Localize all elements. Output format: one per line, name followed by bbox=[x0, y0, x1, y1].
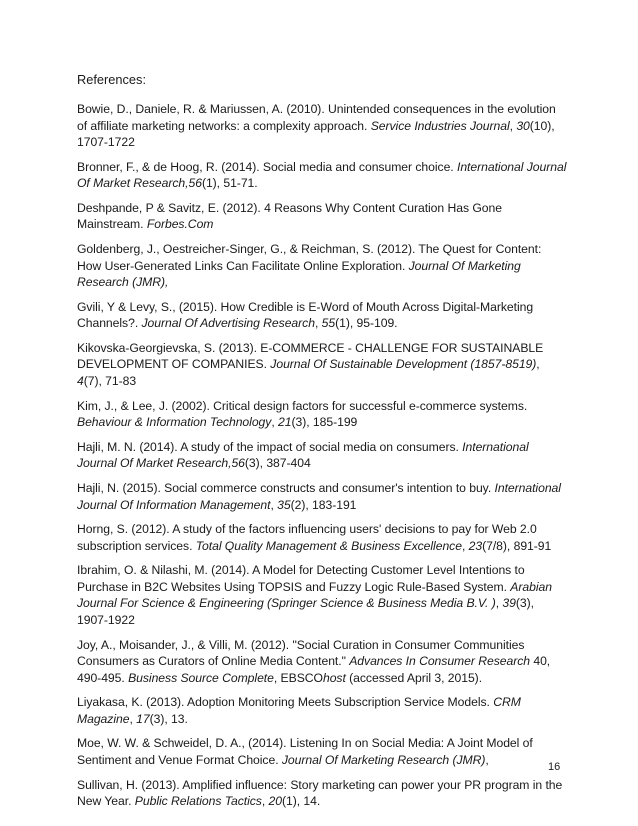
reference-entry: Kim, J., & Lee, J. (2002). Critical design factors for successful e-commerce systems. Behaviour & Information Technology, 21(3), 185-199 bbox=[77, 398, 528, 430]
reference-entry: Deshpande, P & Savitz, E. (2012). 4 Reasons Why Content Curation Has Gone Mainstream. Forbes.Com bbox=[77, 200, 502, 232]
reference-entry: Sullivan, H. (2013). Amplified influence: Story marketing can power your PR program in the New Year. Public Relations Tactics, 20(1), 14. bbox=[77, 777, 563, 809]
references-heading: References: bbox=[77, 72, 146, 87]
reference-entry: Kikovska-Georgievska, S. (2013). E-COMMERCE - CHALLENGE FOR SUSTAINABLE DEVELOPMENT OF COMPANIES. Journal Of Sustainable Development (1857-8519), 4(7), 71-83 bbox=[77, 340, 544, 388]
reference-list bbox=[77, 101, 567, 818]
reference-entry: Liyakasa, K. (2013). Adoption Monitoring Meets Subscription Service Models. CRM Magazine, 17(3), 13. bbox=[77, 695, 521, 726]
reference-entry: Bowie, D., Daniele, R. & Mariussen, A. (2010). Unintended consequences in the evolution of affiliate marketing networks: a complexity approach. Service Industries Journal, 30(10), 1707-1722 bbox=[77, 102, 556, 149]
reference-entry: Joy, A., Moisander, J., & Villi, M. (2012). "Social Curation in Consumer Communities Consumers as Curators of Online Media Content." Advances In Consumer Research 40, 490-495. Business Source Complete, EBSCOhost (accessed April 3, 2015). bbox=[77, 637, 551, 685]
reference-entry: Hajli, N. (2015). Social commerce constructs and consumer's intention to buy. International Journal Of Information Management, 35(2), 183-191 bbox=[77, 481, 561, 512]
reference-entry: Bronner, F., & de Hoog, R. (2014). Social media and consumer choice. International Journal Of Market Research,56(1), 51-71. bbox=[77, 159, 567, 191]
reference-entry: Goldenberg, J., Oestreicher-Singer, G., & Reichman, S. (2012). The Quest for Content: How User-Generated Links Can Facilitate Online Exploration. Journal Of Marketing Research (JMR), bbox=[77, 242, 542, 290]
reference-entry: Hajli, M. N. (2014). A study of the impact of social media on consumers. International Journal Of Market Research,56(3), 387-404 bbox=[77, 439, 529, 471]
reference-entry: Gvili, Y & Levy, S., (2015). How Credible is E-Word of Mouth Across Digital-Marketing Channels?. Journal Of Advertising Research, 55(1), 95-109. bbox=[77, 299, 534, 331]
page-number: 16 bbox=[548, 761, 561, 773]
reference-entry: Horng, S. (2012). A study of the factors influencing users' decisions to pay for Web 2.0 subscription services. Total Quality Management & Business Excellence, 23(7/8), 891-91 bbox=[77, 522, 552, 553]
reference-entry: Ibrahim, O. & Nilashi, M. (2014). A Model for Detecting Customer Level Intentions to Purchase in B2C Websites Using TOPSIS and Fuzzy Logic Rule-Based System. Arabian Journal For Science & Engineering (Springer Science & Business Media B.V. ), 39(3), 1907-1922 bbox=[77, 563, 552, 627]
reference-entry: Moe, W. W. & Schweidel, D. A., (2014). Listening In on Social Media: A Joint Model of Sentiment and Venue Format Choice. Journal Of Marketing Research (JMR), bbox=[77, 736, 533, 767]
